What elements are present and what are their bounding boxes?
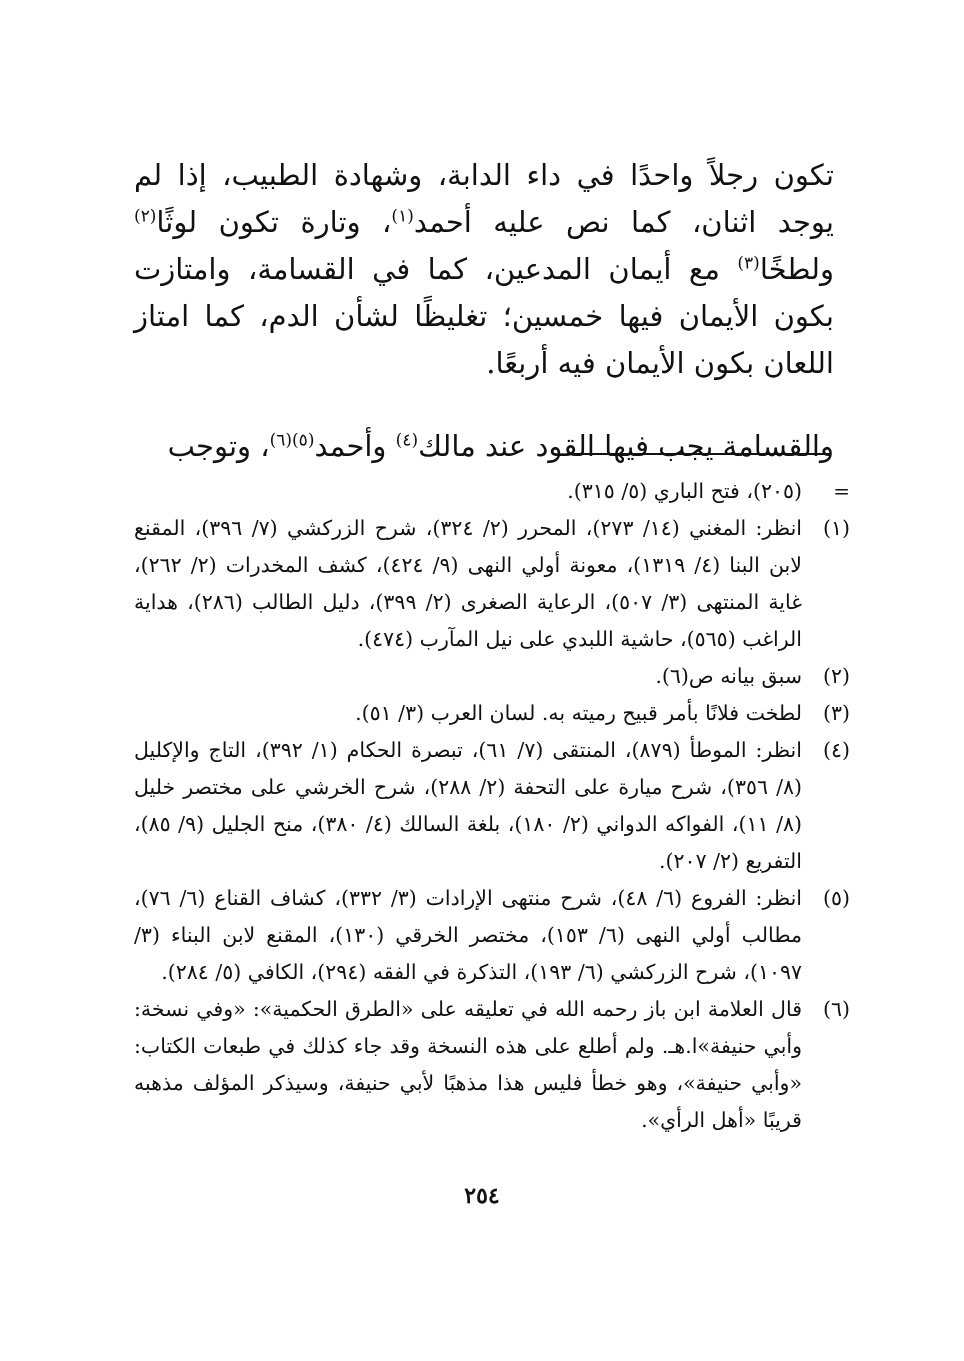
footnote-number: =: [833, 479, 850, 503]
text-run: والقسامة يجب فيها القود عند مالك: [418, 429, 834, 463]
footnote-continuation: [134, 473, 850, 510]
main-paragraph-1: [134, 152, 834, 387]
main-text: [134, 152, 834, 470]
footnote-3: [134, 695, 850, 732]
footnote-text: انظر: الفروع (٦/ ٤٨)، شرح منتهى الإرادات (٣/ ٣٣٢)، كشاف القناع (٦/ ٧٦)، مطالب أولي النهى (٦/ ١٥٣)، مختصر الخرقي (١٣٠)، المقنع لابن البناء (٣/ ١٠٩٧)، شرح الزركشي (٦/ ١٩٣)، التذكرة في الفقه (٢٩٤)، الكافي (٥/ ٢٨٤).: [134, 886, 802, 984]
footnote-5: [134, 880, 850, 991]
footnote-number: (٤): [822, 738, 850, 762]
footnote-number: (٣): [822, 701, 850, 725]
text-run: وأحمد: [314, 429, 396, 463]
footnote-text: قال العلامة ابن باز رحمه الله في تعليقه على «الطرق الحكمية»: «وفي نسخة: وأبي حنيفة»ا.هـ. ولم أطلع على هذه النسخة وقد جاء كذلك في طبعات الكتاب: «وأبي حنيفة»، وهو خطأ فليس هذا مذهبًا لأبي حنيفة، وسيذكر المؤلف مذهبه قريبًا «أهل الرأي».: [134, 997, 802, 1132]
footnote-number: (١): [822, 516, 850, 540]
footnote-ref-4[interactable]: (٤): [395, 430, 419, 451]
footnote-separator: [568, 453, 831, 455]
footnote-6: [134, 991, 850, 1139]
text-run: ولطخًا: [759, 252, 834, 286]
footnote-ref-2[interactable]: (٢): [134, 206, 157, 227]
footnote-text: انظر: المغني (١٤/ ٢٧٣)، المحرر (٢/ ٣٢٤)، شرح الزركشي (٧/ ٣٩٦)، المقنع لابن البنا (٤/ ١٣١٩)، معونة أولي النهى (٩/ ٤٢٤)، كشف المخدرات (٢/ ٢٦٢)، غاية المنتهى (٣/ ٥٠٧)، الرعاية الصغرى (٢/ ٣٩٩)، دليل الطالب (٢٨٦)، هداية الراغب (٥٦٥)، حاشية اللبدي على نيل المآرب (٤٧٤).: [134, 516, 802, 651]
footnote-4: [134, 732, 850, 880]
footnote-number: (٦): [822, 997, 850, 1021]
footnote-2: [134, 658, 850, 695]
page-number: ٢٥٤: [464, 1183, 500, 1209]
text-run: مع أيمان المدعين، كما في القسامة، وامتازت بكون الأيمان فيها خمسين؛ تغليظًا لشأن الدم، كما امتاز اللعان بكون الأيمان فيه أربعًا.: [134, 252, 834, 380]
text-run: تكون رجلاً واحدًا في داء الدابة، وشهادة الطبيب، إذا لم يوجد اثنان، كما نص عليه أحمد: [134, 158, 834, 239]
footnote-ref-5[interactable]: (٥): [292, 430, 315, 451]
footnotes: [134, 473, 850, 1139]
footnote-text: (٢٠٥)، فتح الباري (٥/ ٣١٥).: [567, 479, 802, 503]
footnote-text: انظر: الموطأ (٨٧٩)، المنتقى (٧/ ٦١)، تبصرة الحكام (١/ ٣٩٢)، التاج والإكليل (٨/ ٣٥٦)، شرح ميارة على التحفة (٢/ ٢٨٨)، شرح الخرشي على مختصر خليل (٨/ ١١)، الفواكه الدواني (٢/ ١٨٠)، بلغة السالك (٤/ ٣٨٠)، منح الجليل (٩/ ٨٥)، التفريع (٢/ ٢٠٧).: [134, 738, 802, 873]
text-run: ، وتوجب: [167, 429, 270, 463]
footnote-ref-6[interactable]: (٦): [269, 430, 293, 451]
footnote-text: لطخت فلانًا بأمر قبيح رميته به. لسان العرب (٣/ ٥١).: [355, 701, 802, 725]
main-paragraph-2: [134, 423, 834, 470]
footnote-ref-1[interactable]: (١): [391, 206, 414, 227]
footnote-number: (٥): [822, 886, 850, 910]
footnote-number: (٢): [822, 664, 850, 688]
footnote-text: سبق بيانه ص(٦).: [655, 664, 802, 688]
text-run: ، وتارة تكون لوثًا: [156, 205, 392, 239]
footnote-ref-3[interactable]: (٣): [737, 253, 760, 274]
footnote-1: [134, 510, 850, 658]
